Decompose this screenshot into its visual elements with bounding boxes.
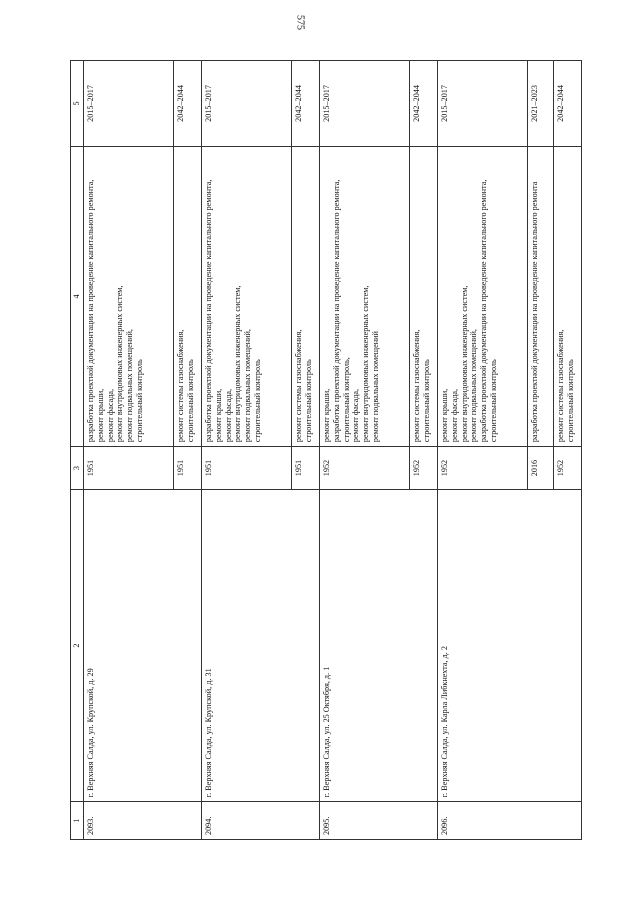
table-row [437,61,527,840]
period-cell: 2042–2044 [409,61,437,147]
work-cell: разработка проектной документации на проведение капитального ремонта, ремонт крыши, ремонт фасада, ремонт внутридомовых инженерных систем, ремонт подвальных помещений, строительный контроль [201,146,291,446]
year-cell: 1952 [319,447,409,490]
work-cell: ремонт крыши, ремонт фасада, ремонт внутридомовых инженерных систем, ремонт подвальных помещений, разработка проектной документации на проведение капитального ремонта, строительный контроль [437,146,527,446]
row-number: 2094. [201,802,319,840]
period-cell: 2015–2017 [437,61,527,147]
year-cell: 1951 [201,447,291,490]
table-row [319,61,409,840]
year-cell: 2016 [527,447,553,490]
period-cell: 2042–2044 [291,61,319,147]
work-cell: ремонт системы газоснабжения, строительный контроль [409,146,437,446]
period-cell: 2015–2017 [319,61,409,147]
page-number: 575 [294,15,306,30]
address-cell: г. Верхняя Салда, ул. Карла Либкнехта, д. 2 [437,489,581,801]
table-row [83,61,173,840]
year-cell: 1951 [83,447,173,490]
year-cell: 1952 [437,447,527,490]
period-cell: 2042–2044 [553,61,581,147]
period-cell: 2015–2017 [83,61,173,147]
address-cell: г. Верхняя Салда, ул. Крупской, д. 31 [201,489,319,801]
table-row [201,61,291,840]
work-cell: ремонт системы газоснабжения, строительный контроль [553,146,581,446]
row-number: 2096. [437,802,581,840]
period-cell: 2015–2017 [201,61,291,147]
repair-schedule-table [70,60,582,840]
document-sheet [70,60,578,840]
row-number: 2095. [319,802,437,840]
work-cell: разработка проектной документации на проведение капитального ремонта, ремонт крыши, ремонт фасада, ремонт внутридомовых инженерных систем, ремонт подвальных помещений, строительный контроль [83,146,173,446]
year-cell: 1952 [409,447,437,490]
work-cell: ремонт системы газоснабжения, строительный контроль [173,146,201,446]
work-cell: ремонт системы газоснабжения, строительный контроль [291,146,319,446]
year-cell: 1951 [173,447,201,490]
work-cell: ремонт крыши, разработка проектной документации на проведение капитального ремонта, строительный контроль, ремонт фасада, ремонт внутридомовых инженерных систем, ремонт подвальных помещений [319,146,409,446]
header-col-3: 3 [71,447,84,490]
header-col-4: 4 [71,146,84,446]
row-number: 2093. [83,802,201,840]
header-col-2: 2 [71,489,84,801]
period-cell: 2021–2023 [527,61,553,147]
period-cell: 2042–2044 [173,61,201,147]
work-cell: разработка проектной документации на проведение капитального ремонта [527,146,553,446]
year-cell: 1951 [291,447,319,490]
address-cell: г. Верхняя Салда, ул. Крупской, д. 29 [83,489,201,801]
header-col-1: 1 [71,802,84,840]
address-cell: г. Верхняя Салда, ул. 25 Октября, д. 1 [319,489,437,801]
header-col-5: 5 [71,61,84,147]
header-row [71,61,84,840]
year-cell: 1952 [553,447,581,490]
